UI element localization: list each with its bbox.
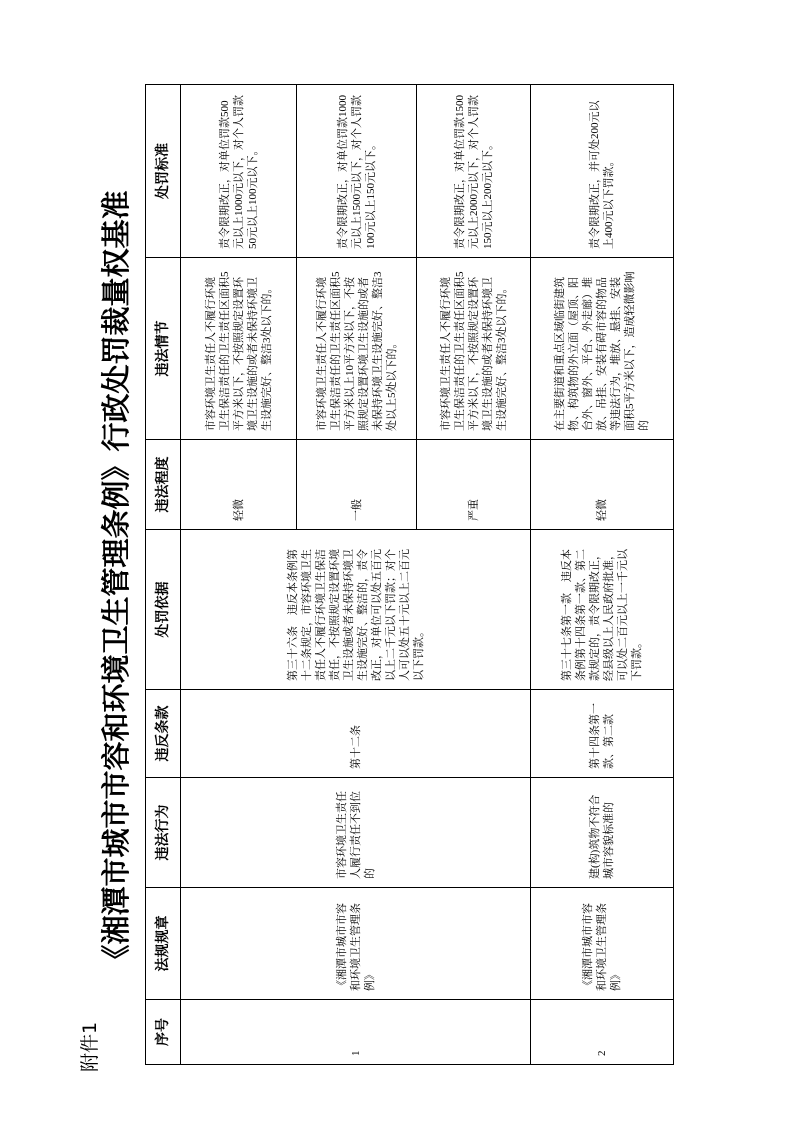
cell-standard: 责令限期改正，对单位罚款500元以上1000元以下，对个人罚款50元以上100元以下。 [181, 85, 297, 258]
table-row-1-minor [181, 85, 297, 1065]
cell-basis: 第三十六条 违反本条例第十二条规定，市容环境卫生责任人不履行环境卫生保洁责任，不按照规定设置环境卫生设施或者未保持环境卫生设施完好、整洁的，责令改正，对单位可以处五百元以上二千元以下罚款；对个人可以处五十元以上二百元以下罚款。 [181, 530, 531, 690]
header-violation: 违法行为 [146, 778, 181, 888]
cell-standard: 责令限期改正，对单位罚款1000元以上1500元以下，对个人罚款100元以上150元以下。 [297, 85, 417, 258]
cell-article: 第十二条 [181, 690, 531, 778]
cell-degree: 一般 [297, 440, 417, 530]
header-standard: 处罚标准 [146, 85, 181, 258]
cell-basis: 第三十七条第一款 违反本条例第十四条第一款、第二款规定的，责令限期改正，经县级以上人民政府批准，可以处二百元以上一千元以下罚款。 [531, 530, 674, 690]
header-article: 违反条款 [146, 690, 181, 778]
header-index: 序号 [146, 1000, 181, 1065]
header-degree: 违法程度 [146, 440, 181, 530]
cell-index: 2 [531, 1000, 674, 1065]
cell-standard: 责令限期改正，并可处200元以上400元以下罚款。 [531, 85, 674, 258]
cell-circumstance: 市容环境卫生责任人不履行环境卫生保洁责任的卫生责任区面积5平方米以下，不按照规定设置环境卫生设施的或者未保持环境卫生设施完好、整洁3处以下的。 [417, 258, 531, 440]
cell-violation: 建(构)筑物不符合城市容貌标准的 [531, 778, 674, 888]
cell-degree: 严重 [417, 440, 531, 530]
attachment-label: 附件1 [79, 1021, 101, 1072]
header-regulation: 法规规章 [146, 888, 181, 1000]
cell-circumstance: 在主要街道和重点区域临街建筑物、构筑物的外立面（屋顶、阳台外、窗外、平台、外走廊）堆放、吊挂、安装有碍市容的物品等违法行为，堆放、悬挂、安装面积5平方米以下，造成轻微影响的 [531, 258, 674, 440]
table-row-2-minor [531, 85, 674, 1065]
cell-index: 1 [181, 1000, 531, 1065]
cell-regulation: 《湘潭市城市市容和环境卫生管理条例》 [181, 888, 531, 1000]
discretion-standard-table [145, 84, 674, 1065]
cell-violation: 市容环境卫生责任人履行责任不到位的 [181, 778, 531, 888]
cell-degree: 轻微 [531, 440, 674, 530]
header-basis: 处罚依据 [146, 530, 181, 690]
document-title: 《湘潭市城市市容和环境卫生管理条例》行政处罚裁量权基准 [101, 190, 133, 974]
cell-article: 第十四条第一款、第二款 [531, 690, 674, 778]
cell-standard: 责令限期改正，对单位罚款1500元以上2000元以下，对个人罚款150元以上200元以下。 [417, 85, 531, 258]
header-row [146, 85, 181, 1065]
cell-circumstance: 市容环境卫生责任人不履行环境卫生保洁责任的卫生责任区面积5平方米以上10平方米以下，不按照规定设置环境卫生设施的或者未保持环境卫生设施完好、整洁3处以上5处以下的。 [297, 258, 417, 440]
cell-regulation: 《湘潭市城市市容和环境卫生管理条例》 [531, 888, 674, 1000]
header-circumstance: 违法情节 [146, 258, 181, 440]
cell-degree: 轻微 [181, 440, 297, 530]
cell-circumstance: 市容环境卫生责任人不履行环境卫生保洁责任的卫生责任区面积5平方米以下，不按照规定设置环境卫生设施的或者未保持环境卫生设施完好、整洁3处以下的。 [181, 258, 297, 440]
